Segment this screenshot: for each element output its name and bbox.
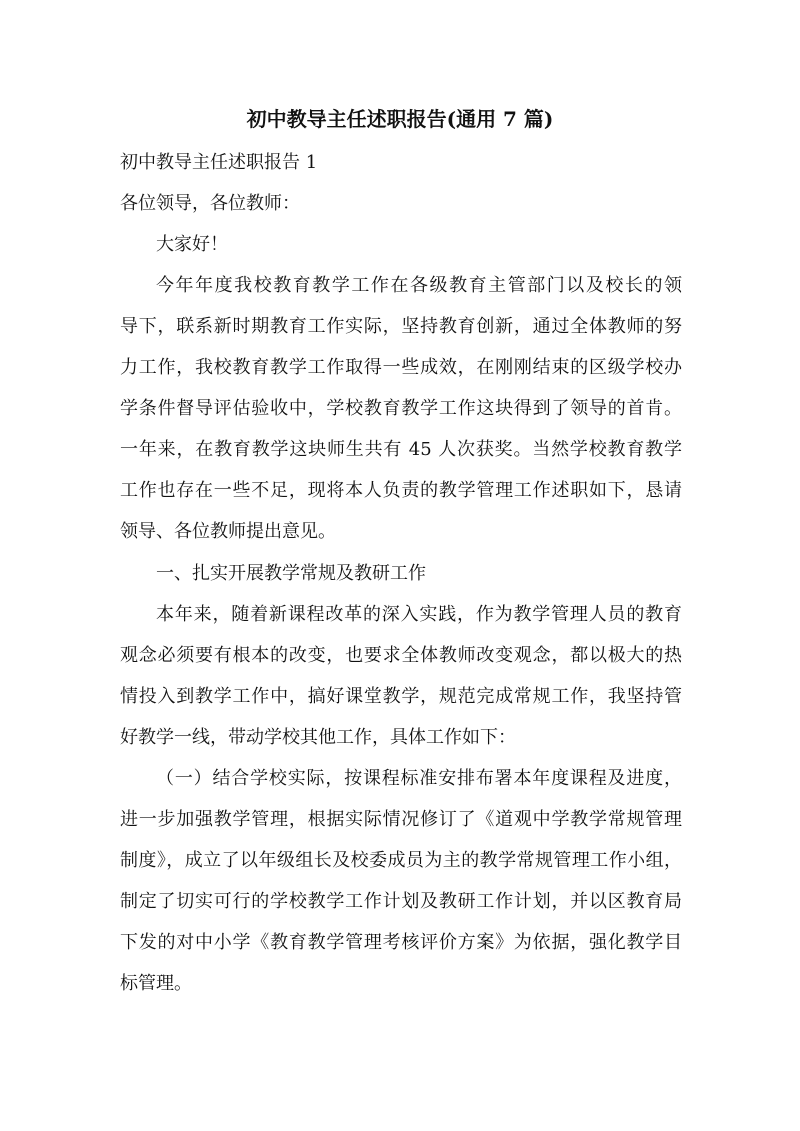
paragraph-line: 一年来，在教育教学这块师生共有 45 人次获奖。当然学校教育教学	[120, 439, 682, 460]
document-title: 初中教导主任述职报告(通用 7 篇)	[246, 107, 554, 131]
paragraph-line: 制定了切实可行的学校教学工作计划及教研工作计划，并以区教育局	[120, 891, 682, 912]
paragraph-line: 情投入到教学工作中，搞好课堂教学，规范完成常规工作，我坚持管	[120, 686, 682, 707]
paragraph-line: 观念必须要有根本的改变，也要求全体教师改变观念，都以极大的热	[120, 645, 682, 666]
paragraph-line: 好教学一线，带动学校其他工作，具体工作如下：	[120, 727, 516, 748]
greeting: 大家好！	[156, 234, 228, 255]
paragraph-line: 进一步加强教学管理，根据实际情况修订了《道观中学教学常规管理	[120, 809, 682, 830]
paragraph-line: 工作也存在一些不足，现将本人负责的教学管理工作述职如下，恳请	[120, 480, 682, 501]
section-heading: 一、扎实开展教学常规及教研工作	[156, 563, 426, 584]
paragraph-line: 学条件督导评估验收中，学校教育教学工作这块得到了领导的首肯。	[120, 398, 682, 419]
paragraph-line: 力工作，我校教育教学工作取得一些成效，在刚刚结束的区级学校办	[120, 357, 682, 378]
paragraph-line: 制度》，成立了以年级组长及校委成员为主的教学常规管理工作小组，	[120, 850, 682, 871]
report-subtitle: 初中教导主任述职报告 1	[120, 152, 318, 173]
salutation: 各位领导，各位教师：	[120, 193, 300, 214]
paragraph-line: 今年年度我校教育教学工作在各级教育主管部门以及校长的领	[156, 275, 682, 296]
paragraph-line: 标管理。	[120, 973, 192, 994]
paragraph-line: 导下，联系新时期教育工作实际，坚持教育创新，通过全体教师的努	[120, 316, 682, 337]
paragraph-line: （一）结合学校实际，按课程标准安排布署本年度课程及进度，	[156, 768, 682, 789]
paragraph-line: 领导、各位教师提出意见。	[120, 521, 336, 542]
paragraph-line: 下发的对中小学《教育教学管理考核评价方案》为依据，强化教学目	[120, 932, 682, 953]
paragraph-line: 本年来，随着新课程改革的深入实践，作为教学管理人员的教育	[156, 604, 682, 625]
